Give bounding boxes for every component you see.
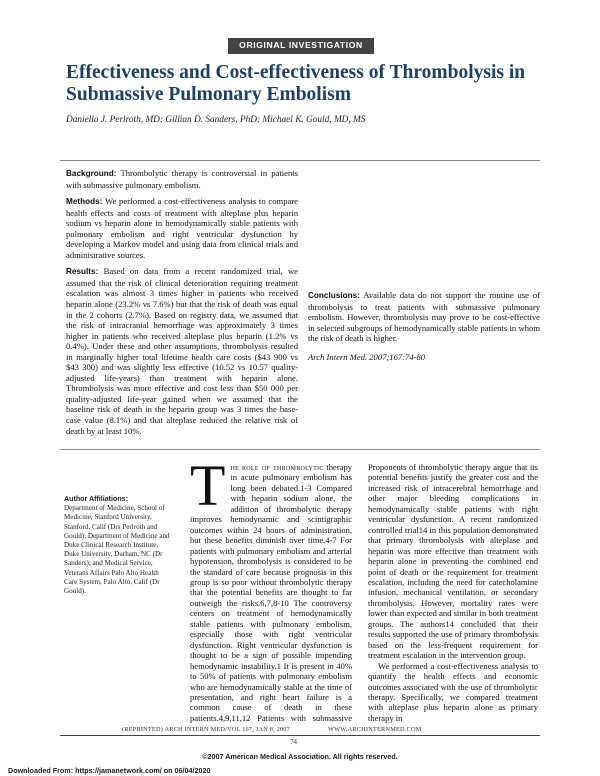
author-affiliations (64, 495, 172, 596)
body-paragraph-3: We performed a cost-effectiveness analysis to quantify the health effects and economic outcomes associated with the use of thrombolytic therapy. Specifically, we compared treatment with alteplase plus heparin alone as primary therapy in (368, 660, 538, 723)
journal-citation: Arch Intern Med. 2007;167:74-80 (308, 351, 426, 362)
abstract-conclusions (308, 290, 540, 344)
article-title: Effectiveness and Cost-effectiveness of Thrombolysis in Submassive Pulmonary Embolism (66, 62, 526, 105)
results-label: Results: (66, 267, 99, 277)
page-number: 74 (290, 738, 297, 746)
background-label: Background: (66, 169, 117, 178)
copyright-line: ©2007 American Medical Association. All rights reserved. (202, 752, 398, 761)
body-column-2 (368, 462, 538, 724)
footer-website: WWW.ARCHINTERNMED.COM (328, 726, 422, 733)
background-text: Thrombolytic therapy is controversial in patients with submassive pulmonary embolism. (66, 168, 298, 190)
results-text: Based on data from a recent randomized trial, we assumed that the risk of clinical deterioration requiring treatment escalation was almost 3 times higher in patients who received heparin alone (23.2% vs 7.6%) but that the risk of death was equal in the 2 cohorts (2.7%). Based on registry data, we assumed that the risk of intracranial hemorrhage was approximately 3 times higher in patients who received alteplase plus heparin (1.2% vs 0.4%). Under these and other assumptions, thrombolysis resulted in marginally higher total lifetime health care costs ($43 900 vs $43 300) and was slightly less effective (10.52 vs 10.57 quality-adjusted life-years) than treatment with heparin alone. Thrombolysis was more effective and cost less than $50 000 per quality-adjusted life-year gained when we assumed that the baseline risk of death in the heparin group was 3 times the base-case value (8.1%) and that alteplase reduced the relative risk of death by at least 10%. (66, 266, 298, 436)
methods-text: We performed a cost-effectiveness analysis to compare health effects and costs of treatment with alteplase plus heparin sodium vs heparin alone in hemodynamically stable patients with pulmonary embolism and right ventricular dysfunction by developing a Markov model and using data from clinical trials and administrative sources. (66, 196, 298, 260)
section-banner: ORIGINAL INVESTIGATION (228, 38, 374, 53)
abstract-results (66, 266, 298, 436)
body-column-1 (190, 462, 352, 724)
abstract-bottom-rule (60, 449, 540, 450)
affiliations-heading: Author Affiliations: (64, 495, 128, 503)
abstract-right-column (308, 168, 540, 362)
drop-cap: T (190, 462, 226, 518)
body-paragraph-1 (190, 462, 352, 724)
abstract-methods (66, 196, 298, 260)
conclusions-text: Available data do not support the routine use of thrombolysis to treat patients with submassive pulmonary embolism. However, thrombolysis may prove to be cost-effective in selected subgroups of hemodynamically stable patients in whom the risk of death is higher. (308, 290, 540, 344)
body-paragraph-2: Proponents of thrombolytic therapy argue that its potential benefits justify the greater cost and the increased risk of intracerebral hemorrhage and other major bleeding complications in hemodynamically stable patients with right ventricular dysfunction. A recent randomized controlled trial14 in this population demonstrated that primary thrombolysis with alteplase and heparin was more effective than treatment with heparin alone in preventing the combined end point of death or the requirement for treatment escalation, including the need for catecholamine infusion, mechanical ventilation, or secondary thrombolysis. However, mortality rates were lower than expected and similar in both treatment groups. The authors14 concluded that their results supported the use of primary thrombolysis based on the less-frequent requirement for treatment escalation in the intervention group. (368, 462, 538, 661)
paragraph-1-text: therapy in acute pulmonary embolism has long been debated.1-3 Compared with heparin sodium alone, the addition of thrombolytic therapy improves hemodynamic and scintigraphic outcomes within 24 hours of administration, but these benefits diminish over time.4-7 For patients with pulmonary embolism and arterial hypotension, thrombolysis is considered to be the standard of care because prognosis in this group is so poor without thrombolytic therapy that the potential benefits are thought to far outweigh the risks.6,7,8-10 The controversy centers on treatment of hemodynamically stable patients with pulmonary embolism, especially those with right ventricular dysfunction. Right ventricular dysfunction is thought to be a sign of possible impending hemodynamic instability.1 It is present in 40% to 50% of patients with pulmonary embolism who are hemodynamically stable at the time of presentation, and right heart failure is a common cause of death in these patients.4,9,11,12 Patients with submassive (190, 462, 352, 723)
abstract-left-column (66, 168, 298, 442)
lead-in: he role of thrombolytic (230, 462, 324, 472)
footer-rule (60, 735, 540, 736)
conclusions-label: Conclusions: (308, 291, 360, 300)
banner-rule (228, 53, 374, 54)
methods-label: Methods: (66, 197, 103, 207)
footer-journal-line: (REPRINTED) ARCH INTERN MED/VOL 167, JAN 8, 2007 (122, 726, 291, 733)
affiliations-text: Department of Medicine, School of Medicine, Stanford University, Stanford, Calif (Drs Perlroth and Gould); Department of Medicine and Duke Clinical Research Institute, Duke University, Durham, NC (Dr Sanders); and Medical Service, Veterans Affairs Palo Alto Health Care System, Palo Alto, Calif (Dr Gould). (64, 504, 170, 596)
abstract-top-rule (60, 160, 540, 161)
download-note: Downloaded From: https://jamanetwork.com/ on 06/04/2020 (8, 766, 211, 775)
abstract-background (66, 168, 298, 190)
author-list: Daniella J. Perlroth, MD; Gillian D. Sanders, PhD; Michael K. Gould, MD, MS (66, 115, 366, 125)
